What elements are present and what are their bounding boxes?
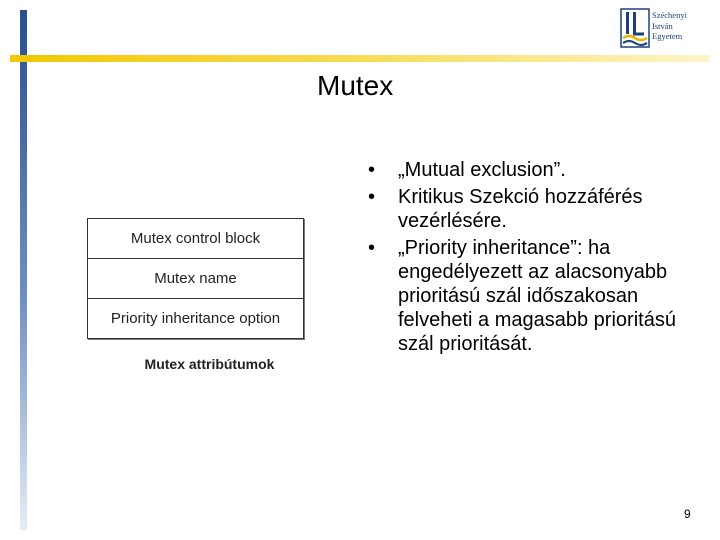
bullet-item [368,185,708,233]
university-logo-icon [620,8,650,48]
logo-line: István [652,20,673,31]
slide-title: Mutex [317,70,394,101]
table-row: Priority inheritance option [110,310,281,327]
table-row: Mutex control block [88,219,303,259]
mutex-attributes-table [87,218,304,339]
bullet-text: Kritikus Szekció hozzáférés vezérlésére. [398,186,643,232]
bullet-icon: • [368,237,376,259]
bullet-icon: • [368,186,376,208]
university-logo [620,8,715,52]
table-row: Mutex name [88,259,303,299]
figure-caption: Mutex attribútumok [144,356,275,372]
bullet-item [368,236,708,356]
bullet-list [368,158,708,359]
left-accent-bar [20,10,27,530]
logo-line: Egyetem [652,31,683,41]
bullet-item [368,158,708,182]
university-name [652,10,687,42]
top-accent-bar [10,55,710,62]
page-number: 9 [684,507,691,521]
bullet-text: „Mutual exclusion”. [398,159,566,181]
bullet-icon: • [368,159,376,181]
bullet-text: „Priority inheritance”: ha engedélyezett az alacsonyabb prioritású szál időszakosan felveheti a magasabb prioritású szál prioritását. [398,237,676,355]
logo-line: Széchenyi [652,10,687,20]
